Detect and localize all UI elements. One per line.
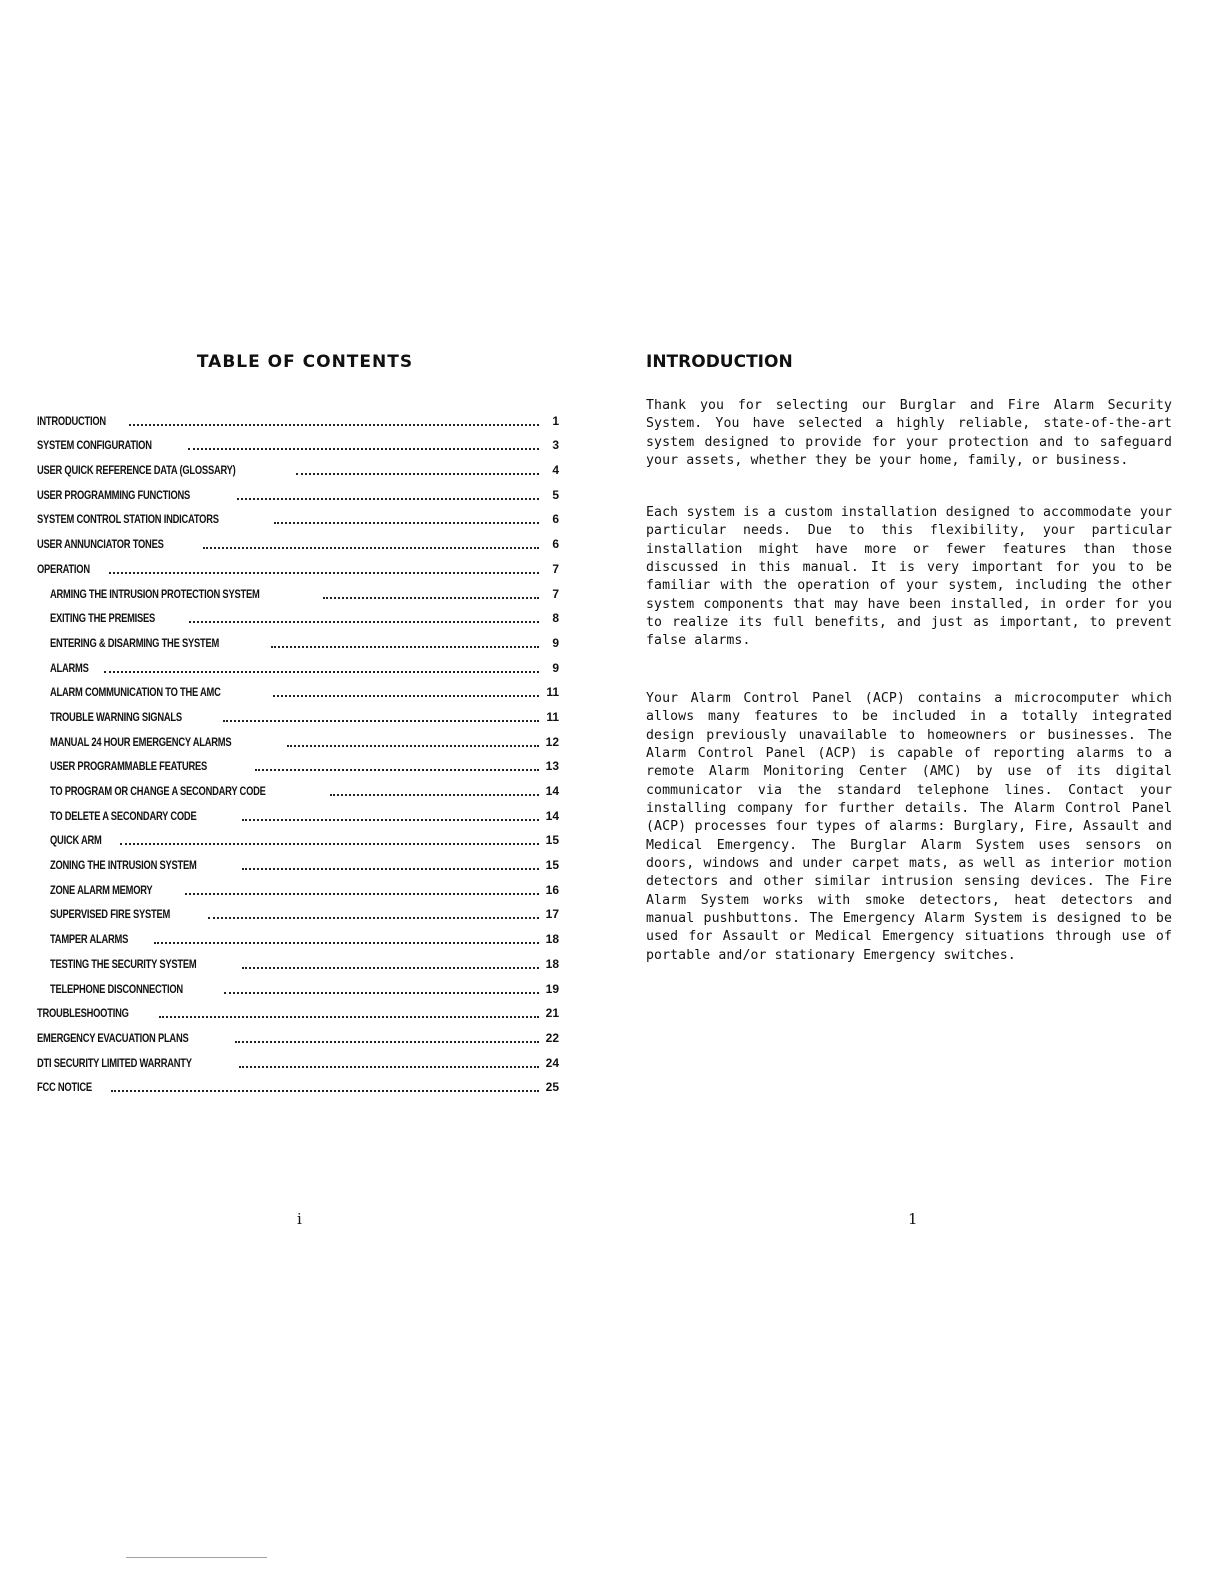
toc-leader [120, 833, 539, 845]
toc-subentry [37, 824, 559, 849]
toc-entry [37, 1071, 559, 1096]
toc-leader [224, 982, 539, 994]
toc-entry-label: TAMPER ALARMS [50, 932, 129, 947]
toc-subentry [37, 848, 559, 873]
toc-subentry [37, 922, 559, 947]
toc-entry-label: USER PROGRAMMABLE FEATURES [50, 759, 208, 774]
toc-entry-page: 14 [545, 808, 559, 823]
toc-subentry [37, 676, 559, 701]
toc-leader [237, 488, 539, 500]
toc-leader [223, 710, 539, 722]
toc-entry-label: TO DELETE A SECONDARY CODE [50, 808, 197, 823]
toc-entry [37, 503, 559, 528]
toc-entry-label: SUPERVISED FIRE SYSTEM [50, 907, 171, 922]
toc-entry-page: 6 [552, 512, 559, 527]
toc-subentry [37, 750, 559, 775]
toc-entry-label: FCC NOTICE [37, 1080, 92, 1095]
toc-leader [273, 685, 539, 697]
toc-entry-label: QUICK ARM [50, 833, 102, 848]
toc-entry-label: USER PROGRAMMING FUNCTIONS [37, 487, 191, 502]
toc-leader [274, 512, 539, 524]
toc-entry-page: 13 [545, 759, 559, 774]
toc-leader [330, 784, 539, 796]
toc-entry-label: ALARMS [50, 660, 89, 675]
toc-entry-label: TESTING THE SECURITY SYSTEM [50, 956, 197, 971]
toc-entry-page: 6 [552, 537, 559, 552]
toc-entry-label: MANUAL 24 HOUR EMERGENCY ALARMS [50, 734, 232, 749]
toc-subentry [37, 651, 559, 676]
toc-leader [154, 932, 539, 944]
toc-entry-page: 11 [546, 709, 559, 724]
toc-entry-label: TELEPHONE DISCONNECTION [50, 981, 183, 996]
toc-leader [296, 463, 539, 475]
toc-entry [37, 552, 559, 577]
toc-entry-label: ARMING THE INTRUSION PROTECTION SYSTEM [50, 586, 260, 601]
toc-entry-page: 25 [545, 1080, 559, 1095]
toc-subentry [37, 577, 559, 602]
toc-entry-page: 7 [552, 586, 559, 601]
toc-leader [189, 611, 539, 623]
toc-entry-page: 15 [545, 833, 559, 848]
toc-leader [109, 562, 539, 574]
toc-entry-page: 19 [545, 981, 559, 996]
toc-entry-page: 16 [545, 882, 559, 897]
toc-leader [188, 438, 539, 450]
toc-entry [37, 1046, 559, 1071]
toc-entry-page: 12 [545, 734, 559, 749]
toc-entry-label: OPERATION [37, 561, 90, 576]
toc-entry-page: 24 [545, 1055, 559, 1070]
toc-subentry [37, 873, 559, 898]
toc-leader [255, 759, 539, 771]
toc-leader [242, 957, 539, 969]
toc-leader [159, 1006, 540, 1018]
toc-entry-page: 14 [545, 784, 559, 798]
scan-artifact-line [126, 1557, 267, 1558]
toc-subentry [37, 799, 559, 824]
toc-entry [37, 404, 559, 429]
toc-entry-label: SYSTEM CONFIGURATION [37, 438, 152, 453]
toc-leader [185, 883, 539, 895]
intro-paragraph-1: Thank you for selecting our Burglar and Fire Alarm Security System. You have selected a highly reliable, state-of-the-art system designed to provide for your protection and to safeguard your assets, whether they be your home, family, or business. [646, 398, 1172, 469]
toc-entry-page: 9 [552, 635, 559, 650]
toc-entry-label: USER ANNUNCIATOR TONES [37, 537, 164, 552]
toc-leader [287, 735, 540, 747]
toc-subentry [37, 898, 559, 923]
toc-subentry [37, 774, 559, 799]
toc-subentry [37, 725, 559, 750]
toc-leader [242, 858, 539, 870]
toc-subentry [37, 700, 559, 725]
toc-entry-label: USER QUICK REFERENCE DATA (GLOSSARY) [37, 463, 236, 478]
page-number-right: 1 [908, 1210, 918, 1228]
toc-entry-label: ZONE ALARM MEMORY [50, 882, 153, 897]
toc-entry-page: 11 [546, 685, 559, 700]
toc-leader [235, 1031, 539, 1043]
toc-entry-page: 9 [552, 660, 559, 675]
toc-leader [208, 907, 539, 919]
toc-entry-page: 15 [545, 858, 559, 873]
toc-entry-label: ALARM COMMUNICATION TO THE AMC [50, 685, 221, 700]
toc-entry-label: INTRODUCTION [37, 413, 106, 428]
toc-entry-label: TO PROGRAM OR CHANGE A SECONDARY CODE [50, 784, 266, 798]
toc-entry-page: 4 [552, 463, 559, 478]
toc-leader [239, 1056, 539, 1068]
toc-entry-page: 7 [552, 561, 559, 576]
toc-entry-label: ENTERING & DISARMING THE SYSTEM [50, 635, 220, 650]
toc-entry [37, 1021, 559, 1046]
toc-entry-label: TROUBLESHOOTING [37, 1006, 129, 1021]
toc-subentry [37, 972, 559, 997]
toc-entry-page: 5 [552, 487, 559, 502]
toc-entry [37, 527, 559, 552]
toc-entry [37, 429, 559, 454]
toc-leader [271, 636, 539, 648]
toc-entry [37, 478, 559, 503]
toc-entry-label: TROUBLE WARNING SIGNALS [50, 709, 182, 724]
toc-entry-label: ZONING THE INTRUSION SYSTEM [50, 858, 197, 873]
toc-leader [203, 537, 539, 549]
toc-title: TABLE OF CONTENTS [196, 352, 414, 372]
toc-leader [129, 414, 539, 426]
toc-entry [37, 997, 559, 1022]
toc-entry-page: 18 [545, 932, 559, 947]
toc-entry-page: 1 [552, 413, 559, 428]
toc-entry-label: EMERGENCY EVACUATION PLANS [37, 1030, 189, 1045]
toc-entry-page: 18 [545, 956, 559, 971]
intro-paragraph-2: Each system is a custom installation designed to accommodate your particular needs. Due to this flexibility, your particular installation might have more or fewer features than those discussed in this manual. It is very important for you to be familiar with the operation of your system, including the other system components that may have been installed, in order for you to realize its full benefits, and just as important, to prevent false alarms. [646, 505, 1172, 649]
page-number-left: i [297, 1210, 302, 1228]
toc-entry-page: 21 [545, 1006, 559, 1021]
toc-entry-label: DTI SECURITY LIMITED WARRANTY [37, 1055, 192, 1070]
toc-list [37, 404, 559, 1095]
toc-leader [323, 587, 539, 599]
toc-entry-page: 3 [552, 438, 559, 453]
toc-entry-page: 8 [552, 611, 559, 626]
intro-title: INTRODUCTION [646, 352, 793, 372]
toc-entry-label: SYSTEM CONTROL STATION INDICATORS [37, 512, 219, 527]
toc-leader [111, 1080, 539, 1092]
toc-subentry [37, 947, 559, 972]
toc-subentry [37, 626, 559, 651]
toc-entry-label: EXITING THE PREMISES [50, 611, 156, 626]
toc-entry-page: 22 [545, 1030, 559, 1045]
toc-leader [242, 809, 539, 821]
toc-entry-page: 17 [545, 907, 559, 922]
toc-leader [104, 661, 539, 673]
toc-entry [37, 453, 559, 478]
toc-subentry [37, 602, 559, 627]
intro-paragraph-3: Your Alarm Control Panel (ACP) contains a microcomputer which allows many features to be included in a totally integrated design previously unavailable to homeowners or businesses. The Alarm Control Panel (ACP) is capable of reporting alarms to a remote Alarm Monitoring Center (AMC) by use of its digital communicator via the standard telephone lines. Contact your installing company for further details. The Alarm Control Panel (ACP) processes four types of alarms: Burglary, Fire, Assault and Medical Emergency. The Burglar Alarm System uses sensors on doors, windows and under carpet mats, as well as interior motion detectors and other similar intrusion sensing devices. The Fire Alarm System works with smoke detectors, heat detectors and manual pushbuttons. The Emergency Alarm System is designed to be used for Assault or Medical Emergency situations through use of portable and/or stationary Emergency switches. [646, 691, 1172, 963]
